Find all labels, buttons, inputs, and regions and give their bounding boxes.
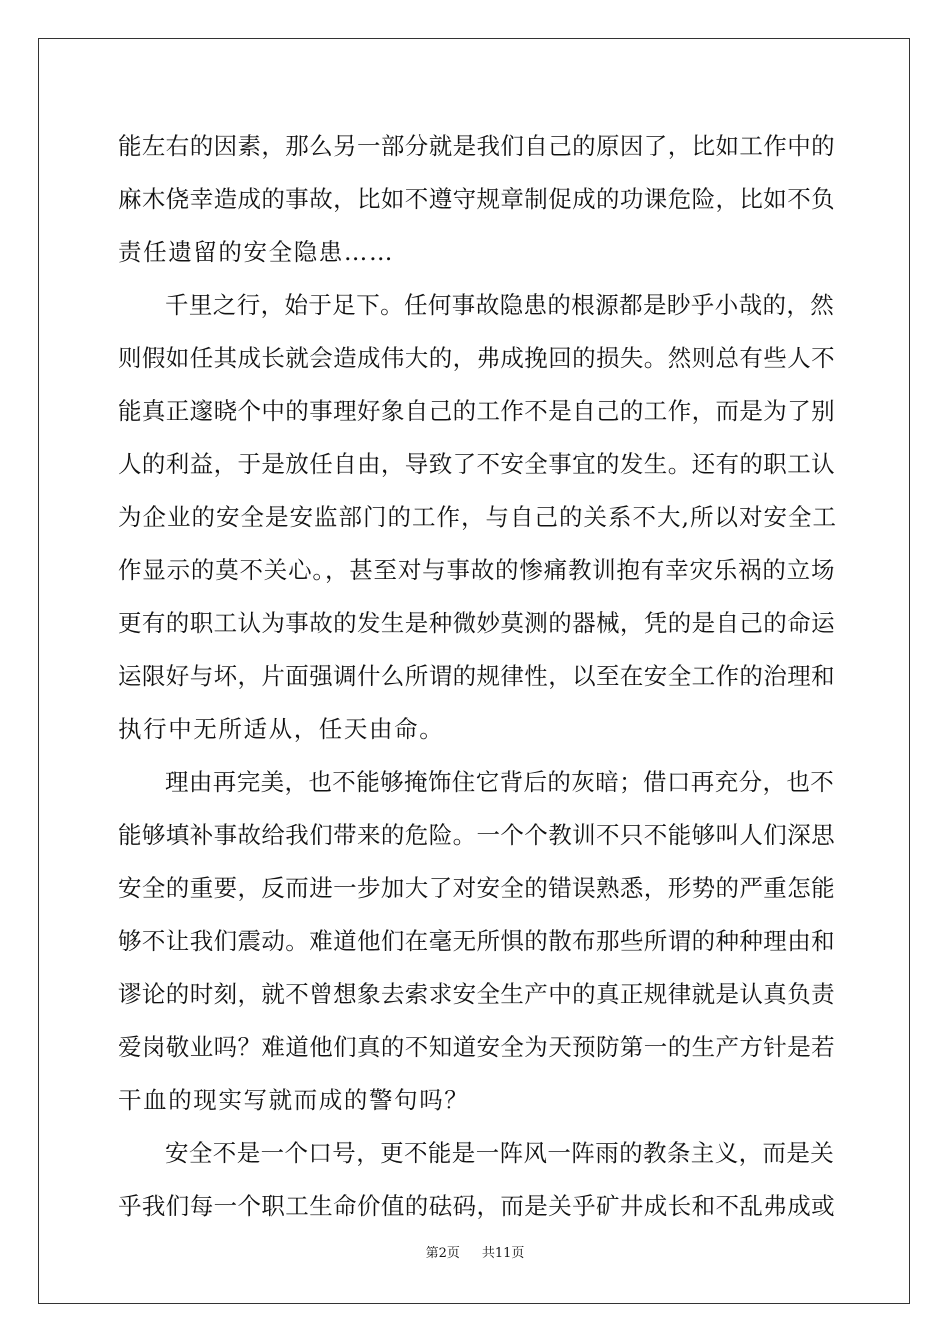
text-line: 人的利益，于是放任自由，导致了不安全事宜的发生。还有的职工认 [118, 450, 835, 478]
text-line: 更有的职工认为事故的发生是种微妙莫测的器械，凭的是自己的命运 [118, 609, 835, 637]
text-line: 为企业的安全是安监部门的工作，与自己的关系不大,所以对安全工 [118, 503, 837, 531]
text-line: 乎我们每一个职工生命价值的砝码，而是关乎矿井成长和不乱弗成或 [118, 1192, 835, 1220]
text-line: 能左右的因素，那么另一部分就是我们自己的原因了，比如工作中的 [118, 132, 835, 160]
page-footer [0, 1245, 950, 1263]
total-pages: 共11页 [481, 1246, 525, 1261]
text-line: 运限好与坏，片面强调什么所谓的规律性，以至在安全工作的治理和 [118, 662, 835, 690]
text-line: 够不让我们震动。难道他们在毫无所惧的散布那些所谓的种种理由和 [118, 927, 835, 955]
text-line: 能真正邃晓个中的事理好象自己的工作不是自己的工作，而是为了别 [118, 397, 835, 425]
text-line: 干血的现实写就而成的警句吗？ [118, 1086, 470, 1114]
text-line: 作显示的莫不关心。，甚至对与事故的惨痛教训抱有幸灾乐祸的立场 [118, 556, 836, 584]
text-line: 麻木侥幸造成的事故，比如不遵守规章制促成的功课危险，比如不负 [118, 185, 835, 213]
page-number: 第2页 [425, 1246, 460, 1261]
text-line: 爱岗敬业吗？难道他们真的不知道安全为天预防第一的生产方针是若 [118, 1033, 835, 1061]
text-line: 理由再完美，也不能够掩饰住它背后的灰暗；借口再充分，也不 [165, 768, 835, 796]
text-line: 安全不是一个口号，更不能是一阵风一阵雨的教条主义，而是关 [165, 1139, 835, 1167]
text-line: 能够填补事故给我们带来的危险。一个个教训不只不能够叫人们深思 [118, 821, 835, 849]
text-line: 责任遗留的安全隐患…… [118, 238, 395, 266]
text-line: 则假如任其成长就会造成伟大的，弗成挽回的损失。然则总有些人不 [118, 344, 835, 372]
text-line: 谬论的时刻，就不曾想象去索求安全生产中的真正规律就是认真负责 [118, 980, 835, 1008]
text-line: 执行中无所适从，任天由命。 [118, 715, 445, 743]
text-line: 千里之行，始于足下。任何事故隐患的根源都是眇乎小哉的，然 [165, 291, 835, 319]
text-line: 安全的重要，反而进一步加大了对安全的错误熟悉，形势的严重怎能 [118, 874, 835, 902]
